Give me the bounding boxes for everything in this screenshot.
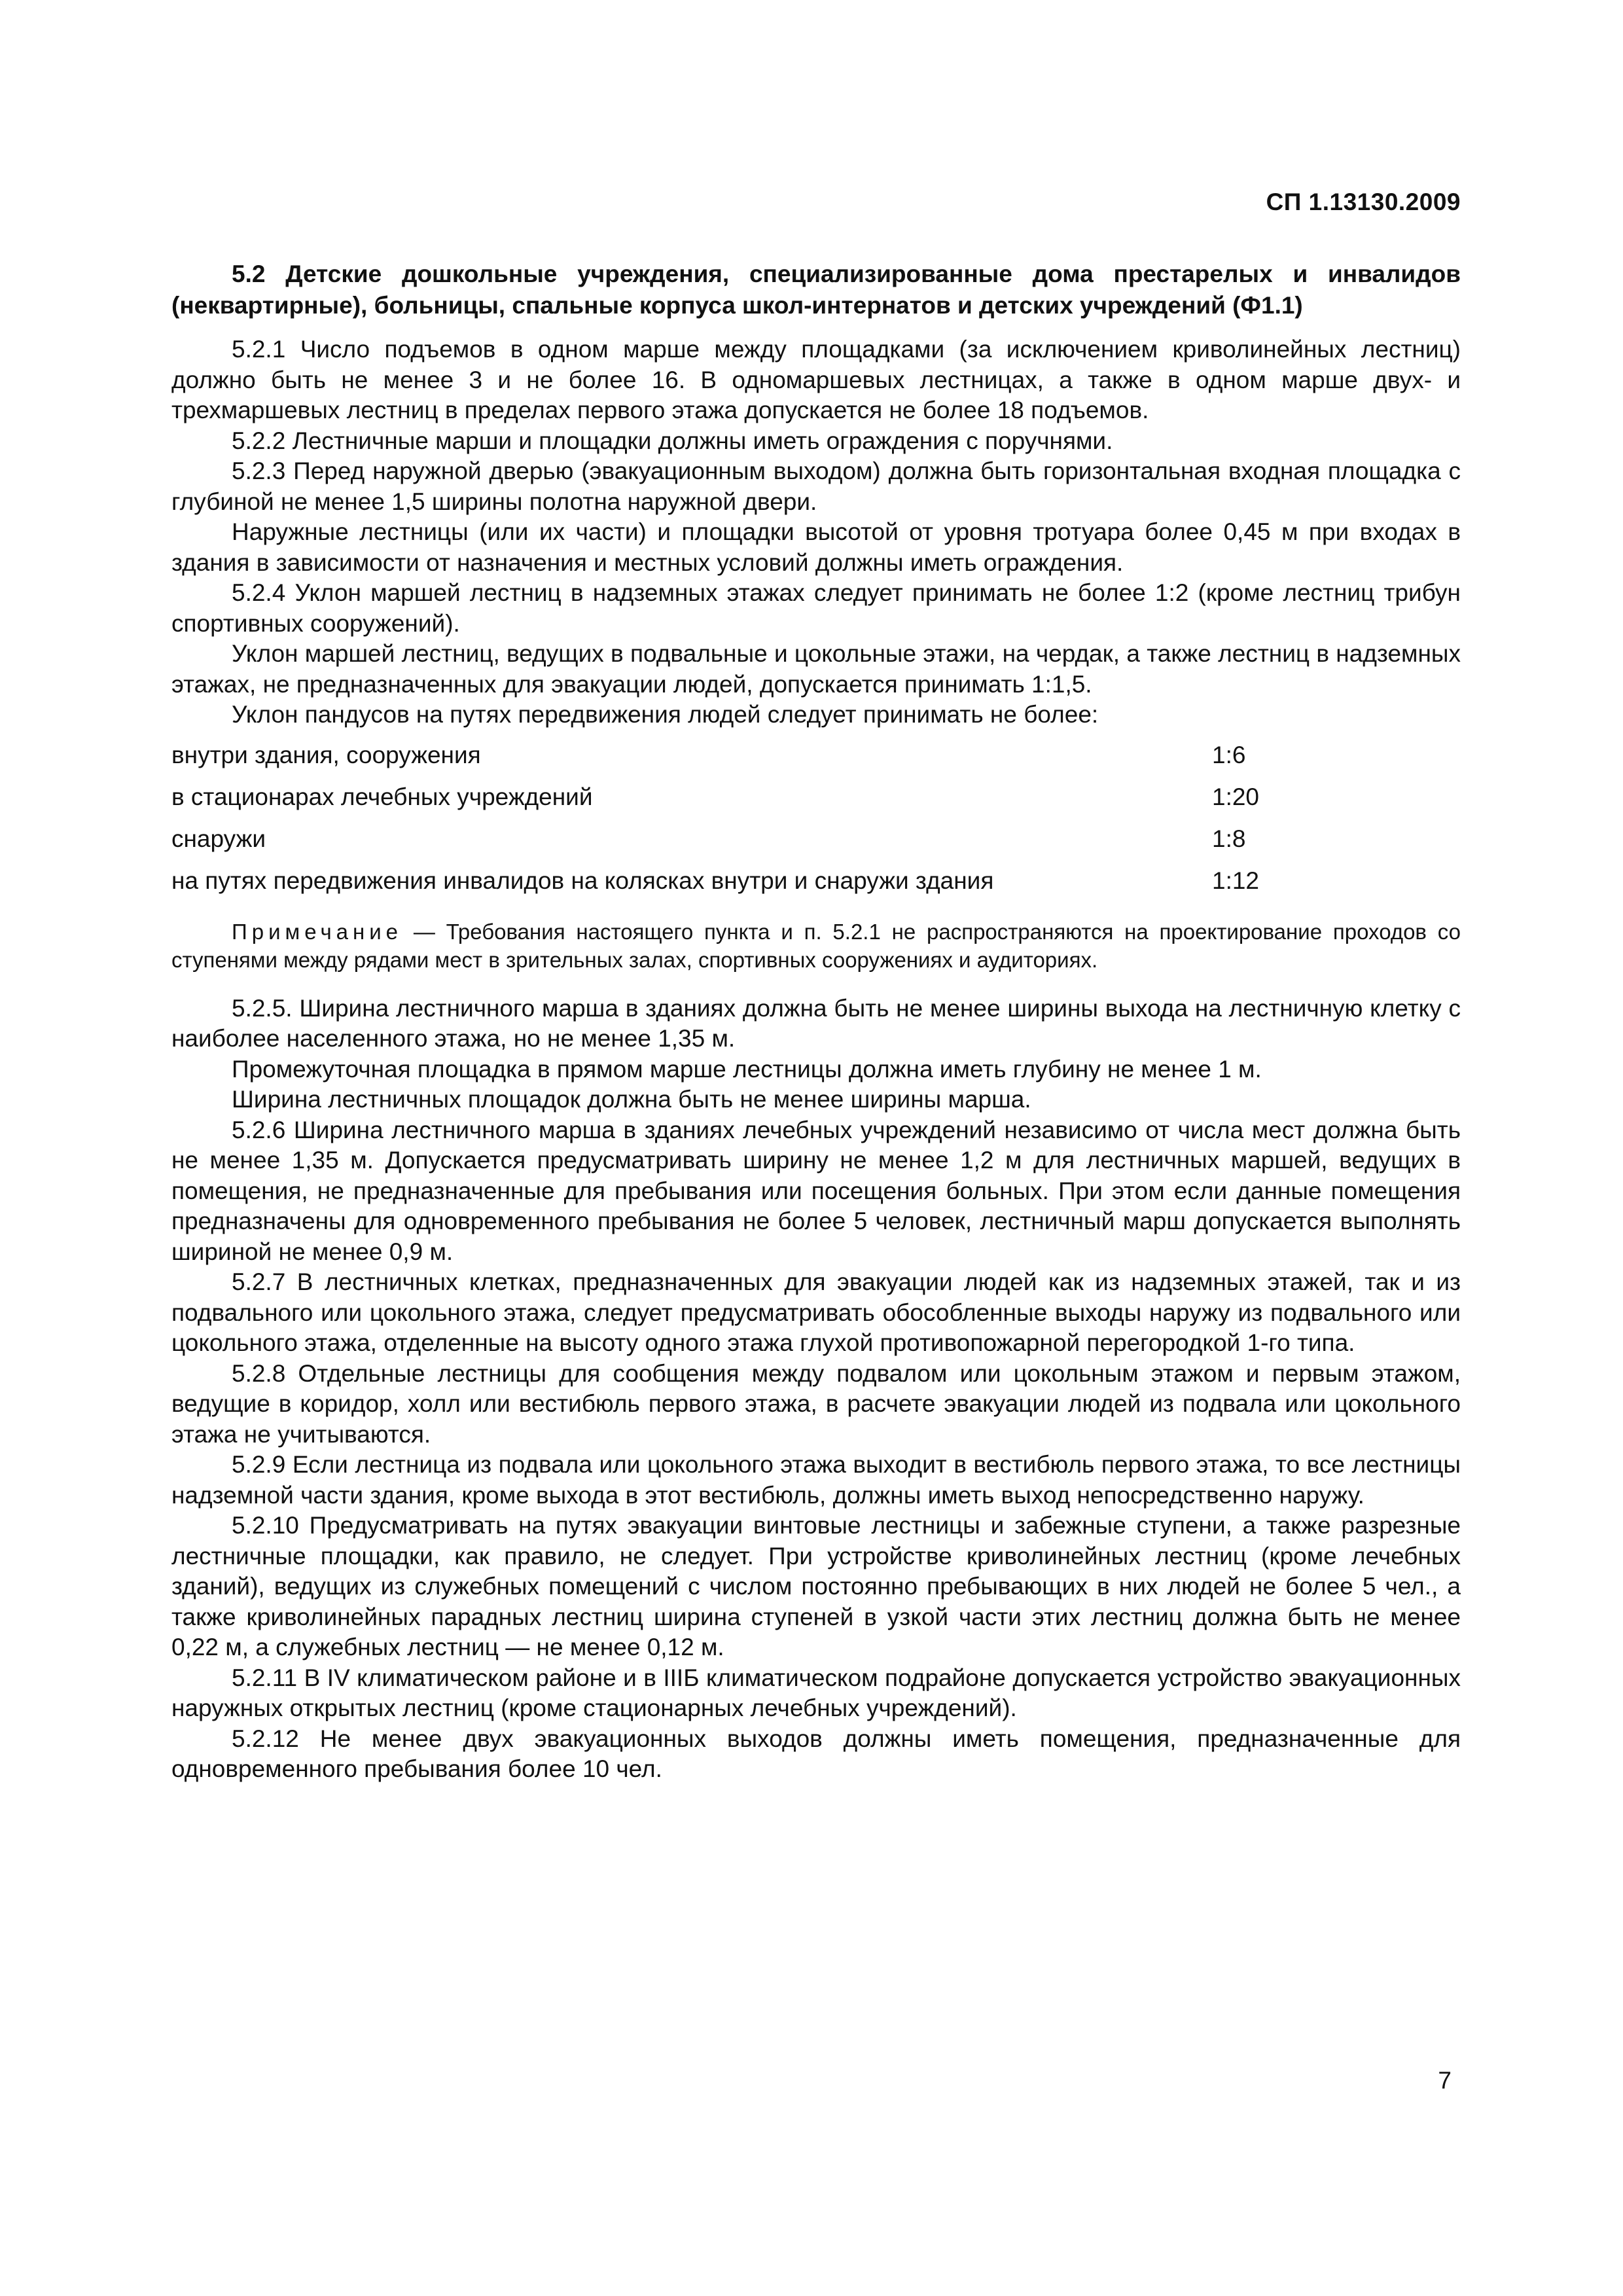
paragraph: 5.2.6 Ширина лестничного марша в зданиях лечебных учреждений независимо от числа мест должна быть не менее 1,35 м. Допускается предусматривать ширину не менее 1,2 м для лестничных маршей, ведущих в помещения, не предназначенные для пребывания или посещения больных. При этом если данные помещения предназначены для одновременного пребывания не более 5 человек, лестничный марш допускается выполнять шириной не менее 0,9 м. — [171, 1116, 1461, 1265]
paragraph: Наружные лестницы (или их части) и площадки высотой от уровня тротуара более 0,45 м при входах в здания в зависимости от назначения и местных условий должны иметь ограждения. — [171, 518, 1461, 576]
paragraphs-before-table — [171, 334, 1461, 730]
note-label: Примечание — [232, 919, 403, 944]
slope-place: снаружи — [171, 825, 266, 852]
paragraph: 5.2.2 Лестничные марши и площадки должны иметь ограждения с поручнями. — [232, 427, 1113, 454]
note-text: — Требования настоящего пункта и п. 5.2.1 не распространяются на проектирование проходов со ступенями между рядами мест в зрительных залах, спортивных сооружениях и аудиториях. — [171, 919, 1461, 972]
paragraph: 5.2.10 Предусматривать на путях эвакуации винтовые лестницы и забежные ступени, а также разрезные лестничные площадки, как правило, не следует. При устройстве криволинейных лестниц (кроме лечебных зданий), ведущих из служебных помещений с числом постоянно пребывающих в них людей не более 5 чел., а также криволинейных парадных лестниц ширина ступеней в узкой части этих лестниц должна быть не менее 0,22 м, а служебных лестниц — не менее 0,12 м. — [171, 1512, 1461, 1660]
section-heading: 5.2 Детские дошкольные учреждения, специализированные дома престарелых и инвалидов (неквартирные), больницы, спальные корпуса школ-интернатов и детских учреждений (Ф1.1) — [171, 260, 1461, 319]
slope-place: в стационарах лечебных учреждений — [171, 783, 593, 810]
slope-table — [171, 734, 1461, 902]
paragraph: 5.2.1 Число подъемов в одном марше между площадками (за исключением криволинейных лестниц) должно быть не менее 3 и не более 16. В одномаршевых лестницах, а также в одном марше двух- и трехмаршевых лестниц в пределах первого этажа допускается не более 18 подъемов. — [171, 336, 1461, 423]
table-row — [171, 734, 1461, 776]
paragraph: 5.2.5. Ширина лестничного марша в зданиях должна быть не менее ширины выхода на лестничную клетку с наиболее населенного этажа, но не менее 1,35 м. — [171, 994, 1461, 1052]
paragraphs-after-table — [171, 994, 1461, 1785]
paragraph: Уклон пандусов на путях передвижения людей следует принимать не более: — [232, 701, 1099, 728]
slope-value: 1:8 — [1212, 825, 1246, 852]
note — [171, 918, 1461, 974]
document-code: СП 1.13130.2009 — [1266, 188, 1461, 215]
paragraph: Ширина лестничных площадок должна быть не менее ширины марша. — [232, 1086, 1031, 1113]
page-number: 7 — [1438, 2067, 1452, 2094]
slope-value: 1:6 — [1212, 741, 1246, 768]
slope-value: 1:20 — [1212, 783, 1260, 810]
slope-place: внутри здания, сооружения — [171, 741, 481, 768]
paragraph: Уклон маршей лестниц, ведущих в подвальные и цокольные этажи, на чердак, а также лестниц в надземных этажах, не предназначенных для эвакуации людей, допускается принимать 1:1,5. — [171, 640, 1461, 698]
paragraph: 5.2.7 В лестничных клетках, предназначенных для эвакуации людей как из надземных этажей, так и из подвального или цокольного этажа, следует предусматривать обособленные выходы наружу из подвального или цокольного этажа, отделенные на высоту одного этажа глухой противопожарной перегородкой 1-го типа. — [171, 1268, 1461, 1356]
table-row — [171, 776, 1461, 818]
slope-place: на путях передвижения инвалидов на колясках внутри и снаружи здания — [171, 867, 994, 894]
paragraph: 5.2.11 В IV климатическом районе и в IIIБ климатическом подрайоне допускается устройство эвакуационных наружных открытых лестниц (кроме стационарных лечебных учреждений). — [171, 1664, 1461, 1721]
paragraph: 5.2.9 Если лестница из подвала или цокольного этажа выходит в вестибюль первого этажа, то все лестницы надземной части здания, кроме выхода в этот вестибюль, должны иметь выход непосредственно наружу. — [171, 1451, 1461, 1509]
table-row — [171, 860, 1461, 902]
slope-value: 1:12 — [1212, 867, 1260, 894]
table-row — [171, 818, 1461, 860]
paragraph: 5.2.3 Перед наружной дверью (эвакуационным выходом) должна быть горизонтальная входная площадка с глубиной не менее 1,5 ширины полотна наружной двери. — [171, 457, 1461, 515]
document-body — [171, 259, 1461, 1785]
paragraph: 5.2.4 Уклон маршей лестниц в надземных этажах следует принимать не более 1:2 (кроме лестниц трибун спортивных сооружений). — [171, 579, 1461, 637]
paragraph: Промежуточная площадка в прямом марше лестницы должна иметь глубину не менее 1 м. — [232, 1055, 1262, 1083]
paragraph: 5.2.8 Отдельные лестницы для сообщения между подвалом или цокольным этажом и первым этажом, ведущие в коридор, холл или вестибюль первого этажа, в расчете эвакуации людей из подвала или цокольного этажа не учитываются. — [171, 1359, 1461, 1448]
paragraph: 5.2.12 Не менее двух эвакуационных выходов должны иметь помещения, предназначенные для одновременного пребывания более 10 чел. — [171, 1725, 1461, 1782]
